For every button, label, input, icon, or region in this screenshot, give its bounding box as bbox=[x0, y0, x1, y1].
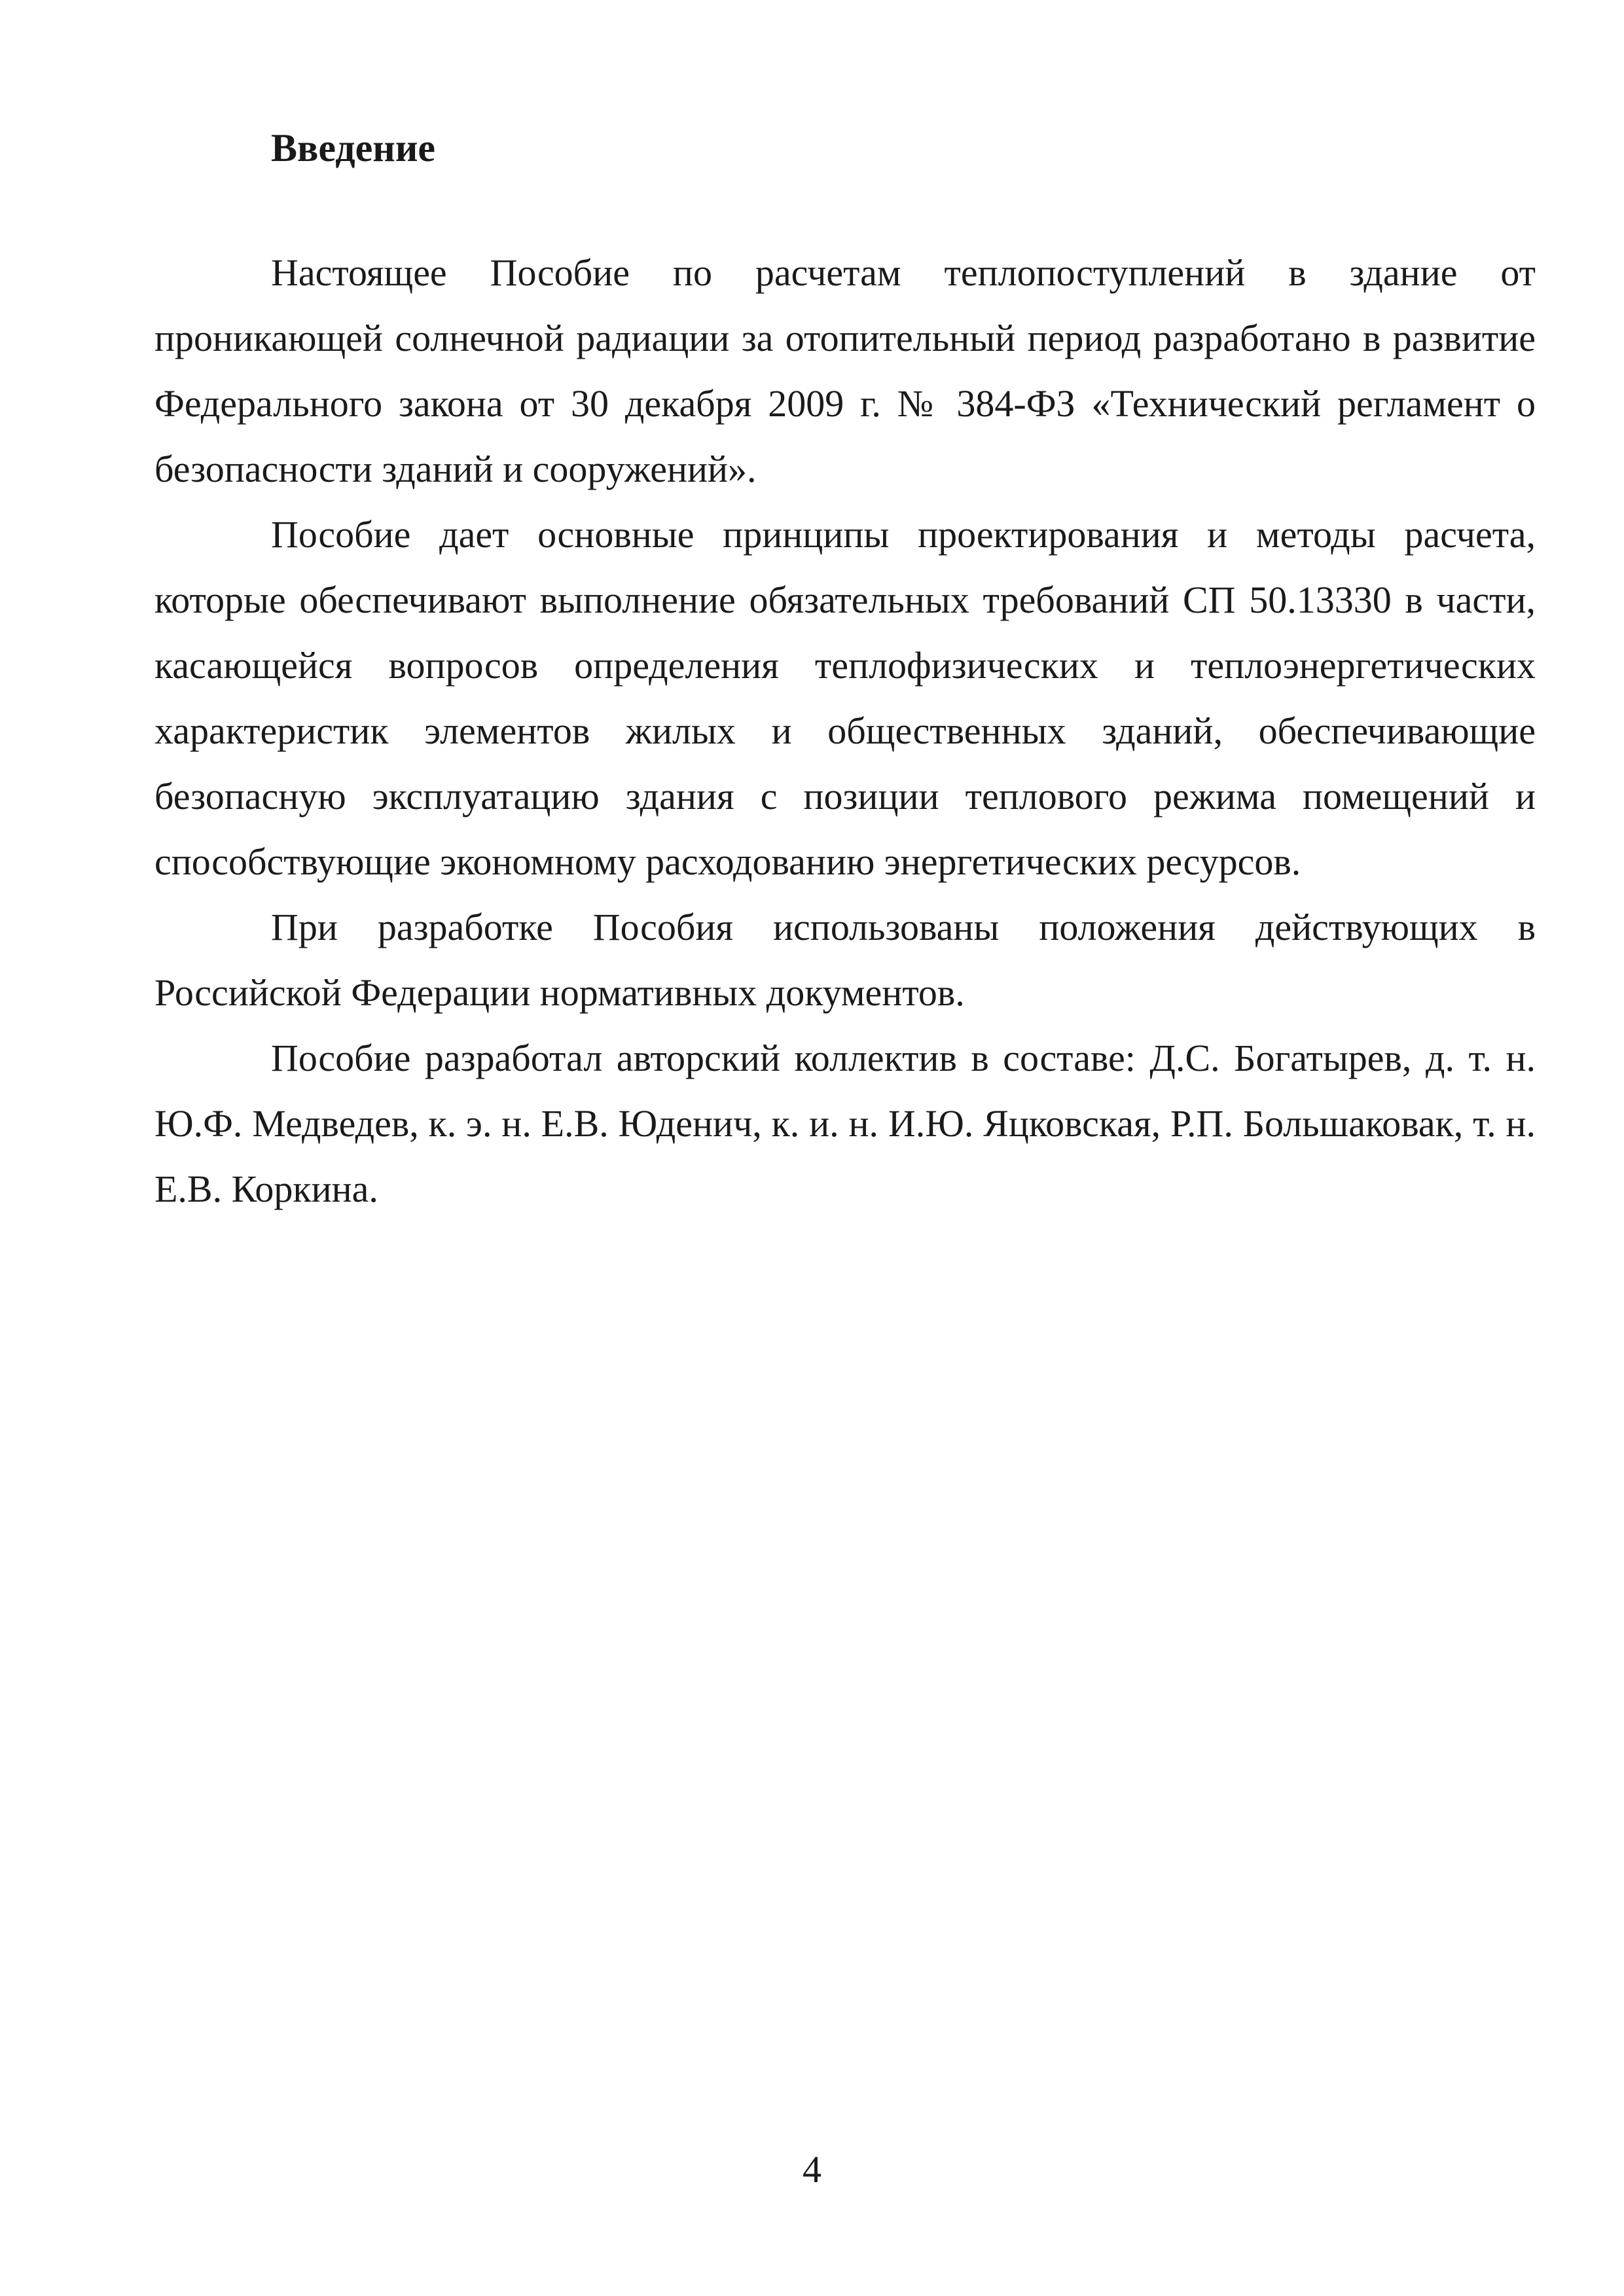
paragraph-purpose: Настоящее Пособие по расчетам теплопоступлений в здание от проникающей солнечной радиации за отопительный период разработано в развитие Федерального закона от 30 декабря 2009 г. № 384-ФЗ «Технический регламент о безопасности зданий и сооружений». bbox=[154, 251, 1536, 490]
paragraph-principles: Пособие дает основные принципы проектирования и методы расчета, которые обеспечивают выполнение обязательных требований СП 50.13330 в части, касающейся вопросов определения теплофизических и теплоэнергетических характеристик элементов жилых и общественных зданий, обеспечивающие безопасную эксплуатацию здания с позиции теплового режима помещений и способствующие экономному расходованию энергетических ресурсов. bbox=[154, 513, 1536, 883]
body-text bbox=[154, 240, 1536, 1222]
page-number: 4 bbox=[803, 2148, 821, 2191]
paragraph-sources: При разработке Пособия использованы положения действующих в Российской Федерации нормативных документов. bbox=[154, 906, 1536, 1014]
paragraph-authors: Пособие разработал авторский коллектив в составе: Д.С. Богатырев, д. т. н. Ю.Ф. Медведев, к. э. н. Е.В. Юденич, к. и. н. И.Ю. Яцковская, Р.П. Большаковак, т. н. Е.В. Коркина. bbox=[154, 1037, 1536, 1210]
section-heading: Введение bbox=[271, 126, 436, 170]
